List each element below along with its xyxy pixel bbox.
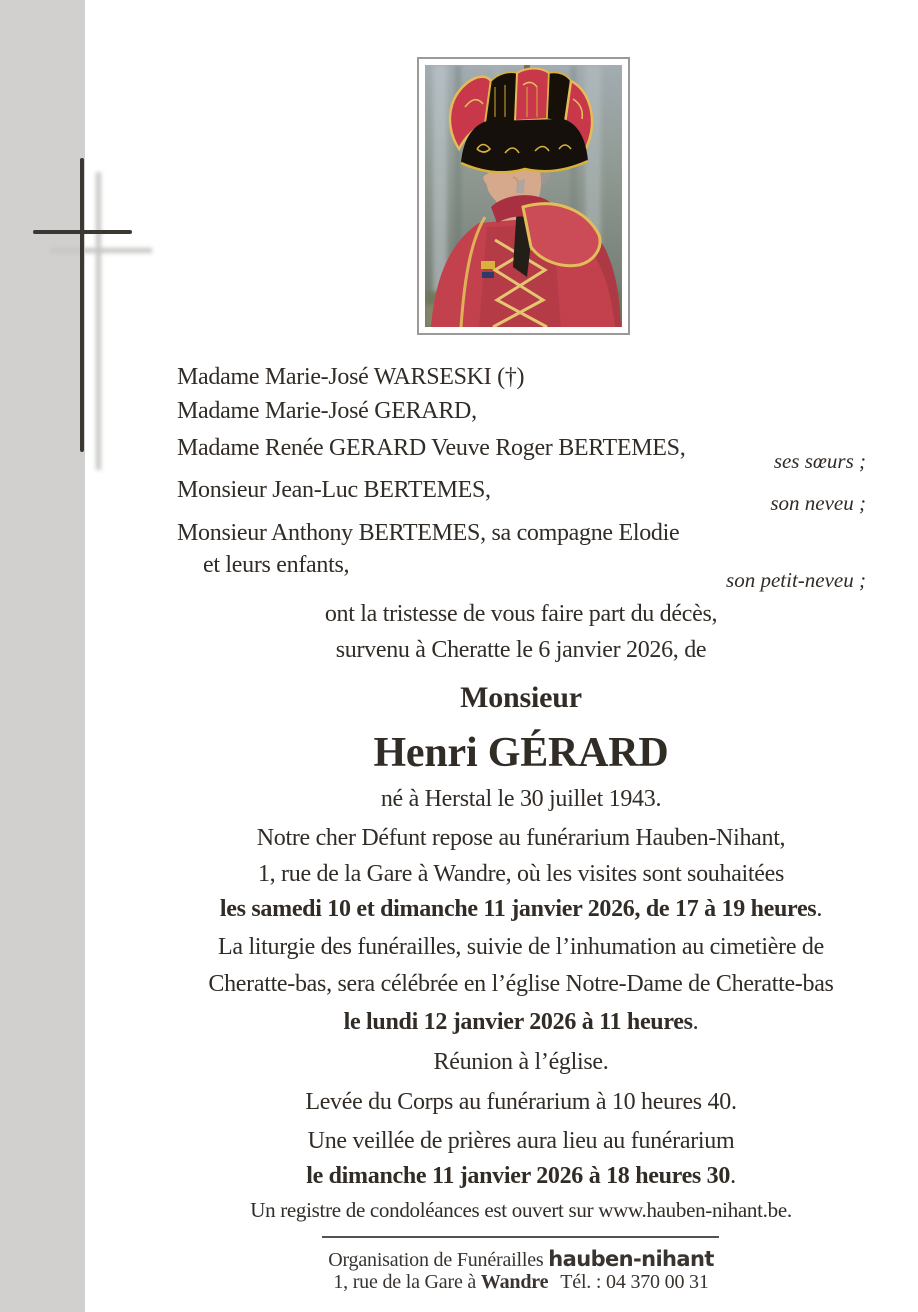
family-line-enfants: et leurs enfants, [203, 552, 350, 578]
footer-address-line [124, 1270, 918, 1294]
cross-horizontal-bar [33, 230, 132, 234]
relation-son-neveu: son neveu ; [770, 491, 866, 515]
repose-line-1: Notre cher Défunt repose au funérarium Hauben-Nihant, [256, 825, 786, 851]
relation-son-petit-neveu: son petit-neveu ; [726, 568, 866, 592]
visits-date-bold: les samedi 10 et dimanche 11 janvier 2026, de 17 à 19 heures [219, 896, 817, 922]
announcement-line-2: survenu à Cheratte le 6 janvier 2026, de [335, 637, 707, 663]
family-line-jean-luc: Monsieur Jean-Luc BERTEMES, [177, 477, 491, 503]
liturgy-line-2: Cheratte-bas, sera célébrée en l’église Notre-Dame de Cheratte-bas [208, 971, 834, 997]
family-line-gerard: Madame Marie-José GERARD, [177, 398, 477, 424]
veillee-date-bold: le dimanche 11 janvier 2026 à 18 heures 30 [306, 1163, 731, 1189]
veillee-date-tail: . [730, 1163, 736, 1189]
liturgy-line-1: La liturgie des funérailles, suivie de l’inhumation au cimetière de [218, 934, 824, 960]
family-line-anthony: Monsieur Anthony BERTEMES, sa compagne Elodie [177, 520, 680, 546]
visits-date-line [124, 893, 918, 925]
hauben-nihant-logo: hauben-nihant [548, 1247, 714, 1271]
veillee-date-line [124, 1160, 918, 1192]
deceased-birth: né à Herstal le 30 juillet 1943. [380, 786, 662, 812]
announcement-line-1: ont la tristesse de vous faire part du décès, [324, 601, 718, 627]
footer-org-text: Organisation de Funérailles [328, 1249, 549, 1271]
liturgy-date-bold: le lundi 12 janvier 2026 à 11 heures [343, 1009, 693, 1035]
veillee-line: Une veillée de prières aura lieu au funérarium [307, 1128, 735, 1154]
levee-line: Levée du Corps au funérarium à 10 heures 40. [305, 1089, 737, 1115]
cross-vertical-bar [80, 158, 84, 452]
register-line: Un registre de condoléances est ouvert sur www.hauben-nihant.be. [250, 1198, 792, 1222]
footer-phone: Tél. : 04 370 00 31 [560, 1271, 709, 1293]
repose-line-2: 1, rue de la Gare à Wandre, où les visites sont souhaitées [257, 861, 785, 887]
footer-address-city: Wandre [480, 1271, 549, 1293]
cross-shadow-vertical [96, 172, 101, 470]
footer-divider [322, 1236, 719, 1238]
visits-date-tail: . [816, 896, 823, 922]
liturgy-date-tail: . [692, 1009, 699, 1035]
reunion-line: Réunion à l’église. [433, 1049, 609, 1075]
footer-address-text: 1, rue de la Gare à [333, 1271, 481, 1293]
footer-organisation-line [124, 1247, 918, 1271]
liturgy-date-line [124, 1006, 918, 1038]
left-gray-band [0, 0, 85, 1312]
relation-ses-soeurs: ses sœurs ; [773, 449, 866, 473]
announcement-body [124, 0, 918, 1312]
deceased-title: Monsieur [460, 681, 582, 714]
deceased-name: Henri GÉRARD [373, 730, 669, 776]
family-line-renee-gerard: Madame Renée GERARD Veuve Roger BERTEMES, [177, 435, 686, 461]
family-line-warseski: Madame Marie-José WARSESKI (†) [177, 364, 525, 390]
